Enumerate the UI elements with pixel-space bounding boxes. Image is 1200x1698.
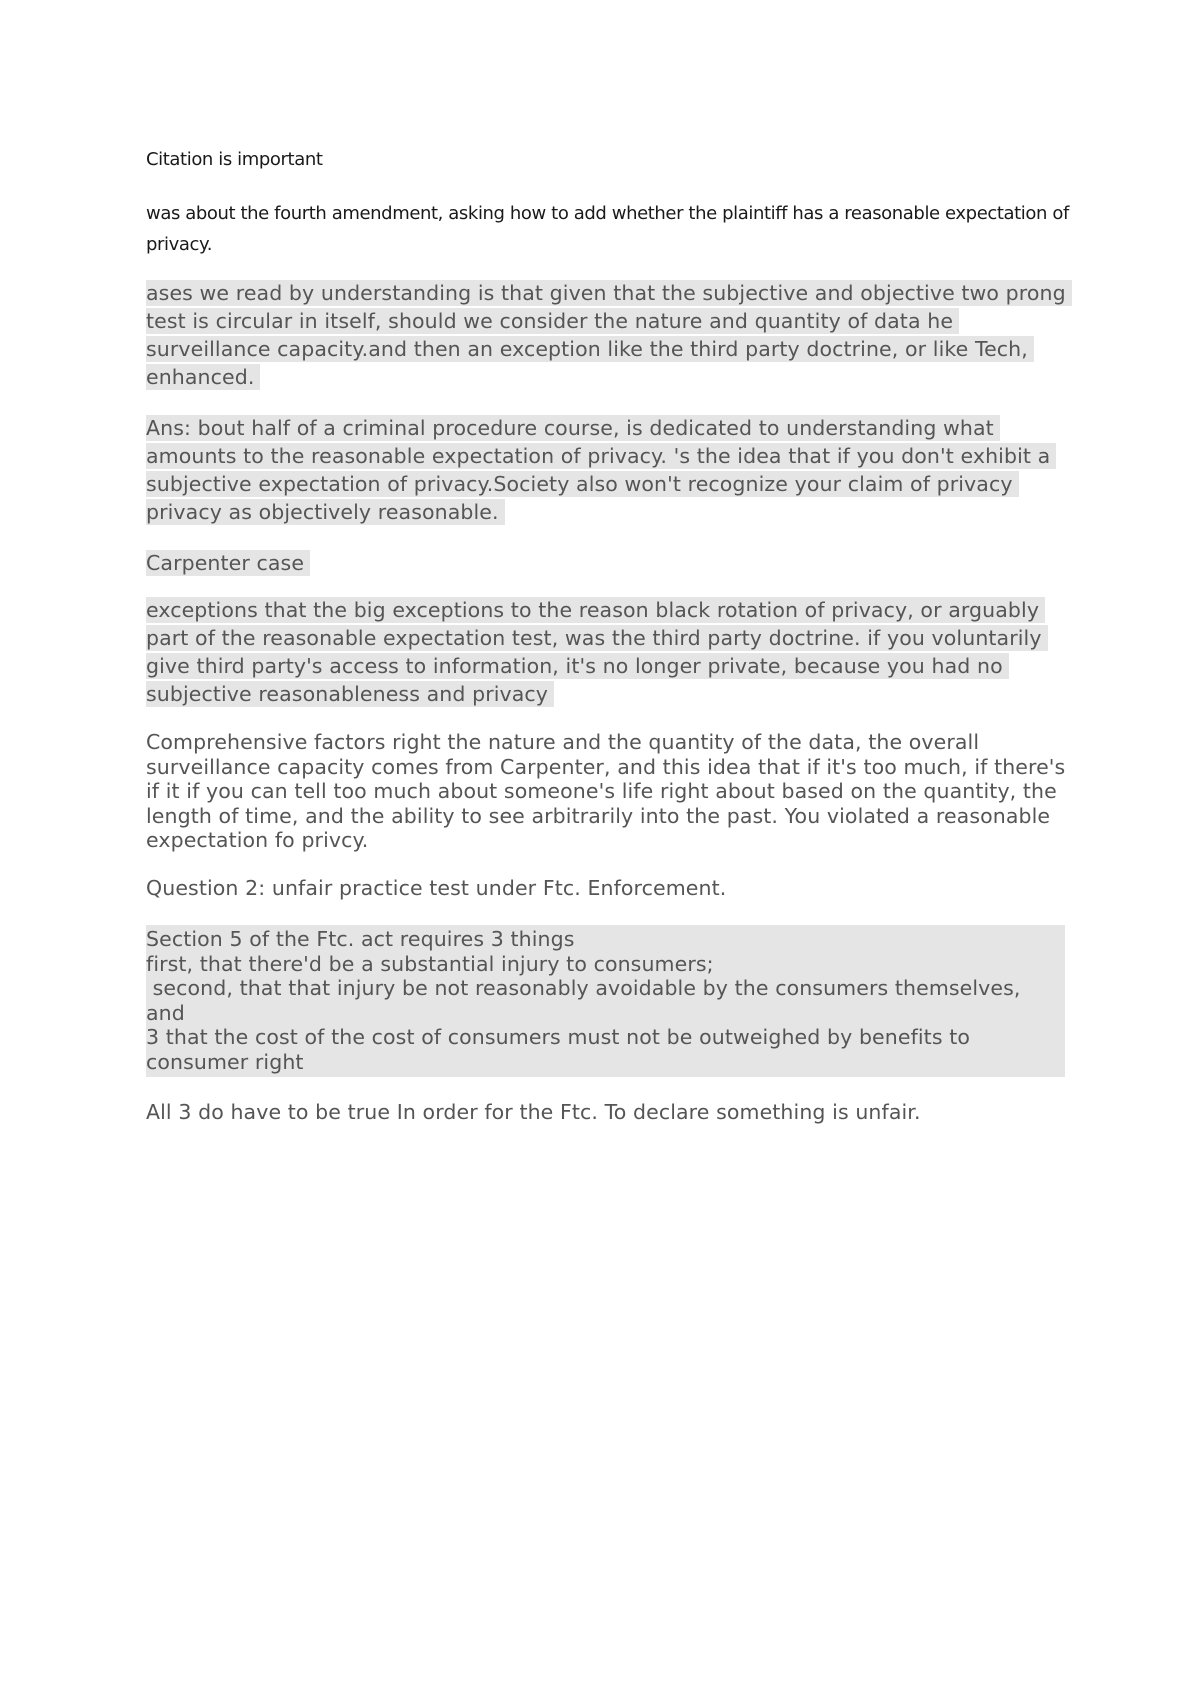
- comprehensive-text: Comprehensive factors right the nature and the quantity of the data, the overall surveillance capacity comes from Carpenter, and this idea that if it's too much, if there's if it if you can tell too much about someone's life right about based on the quantity, the length of time, and the ability to see arbitrarily into the past. You violated a reasonable expectation fo privcy.: [146, 730, 1066, 852]
- section-5-line-4: 3 that the cost of the cost of consumers must not be outweighed by benefits to consumer right: [146, 1025, 977, 1074]
- section-5-line-2: first, that there'd be a substantial injury to consumers;: [146, 951, 714, 976]
- comprehensive-paragraph: [146, 730, 1066, 853]
- carpenter-heading: [146, 549, 1066, 577]
- intro-text: was about the fourth amendment, asking how to add whether the plaintiff has a reasonable expectation of privacy.: [146, 203, 1069, 255]
- citation-line: [146, 147, 1076, 173]
- intro-paragraph: [146, 198, 1076, 260]
- exceptions-text: exceptions that the big exceptions to the reason black rotation of privacy, or arguably part of the reasonable expectation test, was the third party doctrine. if you voluntarily give third party's access to information, it's no longer private, because you had no subjective reasonableness and privacy: [146, 597, 1048, 707]
- cases-paragraph: [146, 279, 1066, 391]
- carpenter-heading-text: Carpenter case: [146, 550, 310, 576]
- conclusion-line: [146, 1098, 1066, 1126]
- section-5-line-3: second, that that injury be not reasonably avoidable by the consumers themselves, and: [146, 976, 1028, 1025]
- answer-text: Ans: bout half of a criminal procedure course, is dedicated to understanding what amounts to the reasonable expectation of privacy. 's the idea that if you don't exhibit a subjective expectation of privacy.Society also won't recognize your claim of privacy privacy as objectively reasonable.: [146, 415, 1056, 525]
- question-2-line: [146, 874, 1066, 902]
- exceptions-paragraph: [146, 596, 1066, 708]
- question-2-text: Question 2: unfair practice test under Ftc. Enforcement.: [146, 876, 727, 900]
- section-5-box: [146, 925, 1065, 1077]
- cases-text: ases we read by understanding is that given that the subjective and objective two prong test is circular in itself, should we consider the nature and quantity of data he surveillance capacity.and then an exception like the third party doctrine, or like Tech, enhanced.: [146, 280, 1072, 390]
- conclusion-text: All 3 do have to be true In order for the Ftc. To declare something is unfair.: [146, 1100, 921, 1124]
- answer-paragraph: [146, 414, 1066, 526]
- section-5-line-1: Section 5 of the Ftc. act requires 3 things: [146, 927, 575, 951]
- citation-text: Citation is important: [146, 149, 323, 170]
